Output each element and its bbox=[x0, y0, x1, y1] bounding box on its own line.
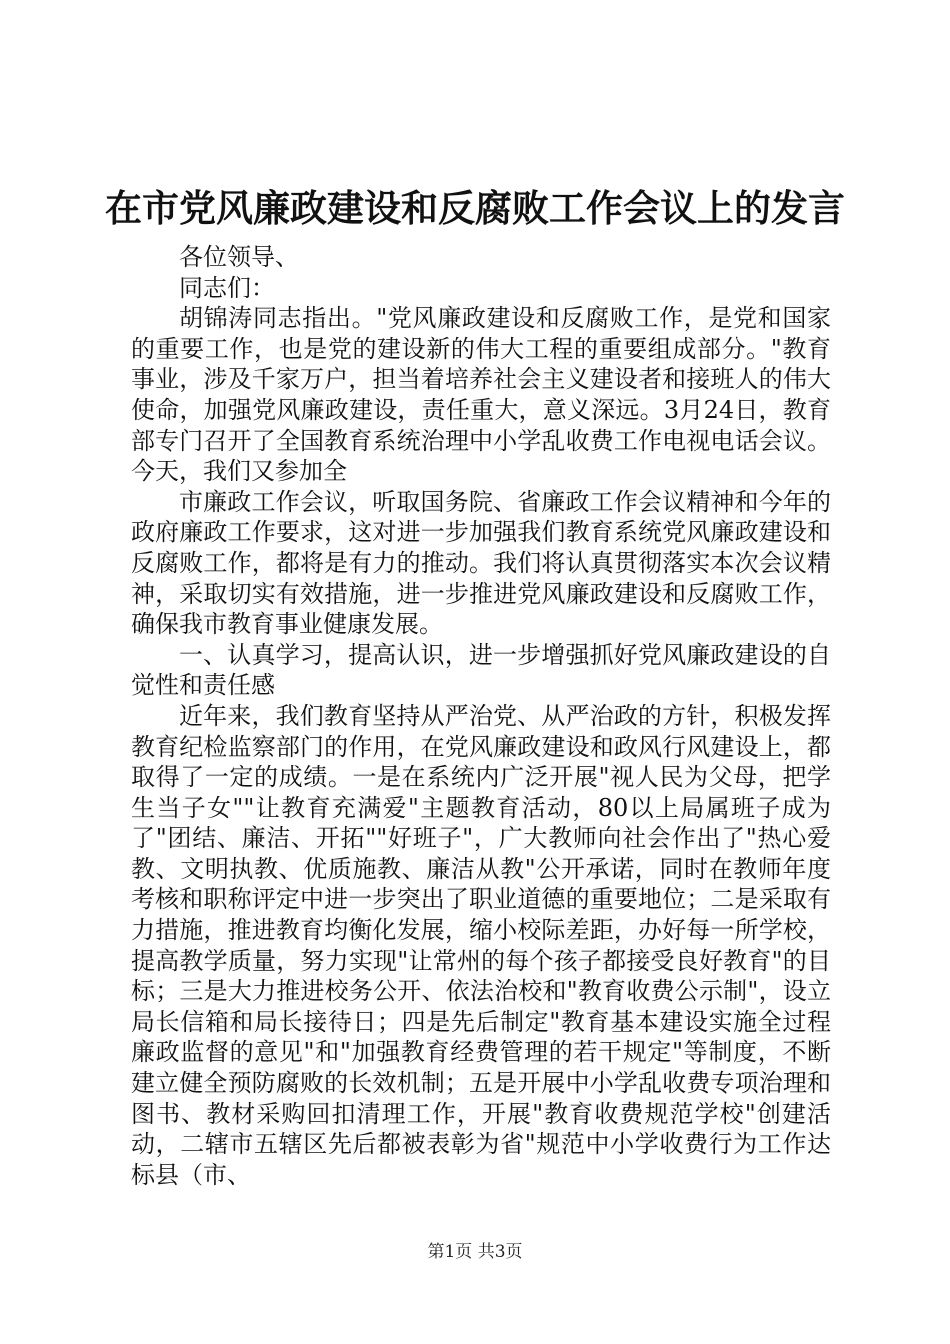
salutation-line-2: 同志们： bbox=[179, 273, 275, 302]
document-body bbox=[131, 242, 831, 1190]
section-heading-1: 一、认真学习，提高认识，进一步增强抓好党风廉政建设的自觉性和责任感 bbox=[131, 640, 831, 700]
document-title: 在市党风廉政建设和反腐败工作会议上的发言 bbox=[105, 186, 845, 230]
paragraph-achievements: 近年来，我们教育坚持从严治党、从严治政的方针，积极发挥教育纪检监察部门的作用，在党风廉政建设和政风行风建设上，都取得了一定的成绩。一是在系统内广泛开展"视人民为父母，把学生当子女""让教育充满爱"主题教育活动，80以上局属班子成为了"团结、廉洁、开拓""好班子"，广大教师向社会作出了"热心爱教、文明执教、优质施教、廉洁从教"公开承诺，同时在教师年度考核和职称评定中进一步突出了职业道德的重要地位；二是采取有力措施，推进教育均衡化发展，缩小校际差距，办好每一所学校，提高教学质量，努力实现"让常州的每个孩子都接受良好教育"的目标；三是大力推进校务公开、依法治校和"教育收费公示制"，设立局长信箱和局长接待日；四是先后制定"教育基本建设实施全过程廉政监督的意见"和"加强教育经费管理的若干规定"等制度，不断建立健全预防腐败的长效机制；五是开展中小学乱收费专项治理和图书、教材采购回扣清理工作，开展"教育收费规范学校"创建活动，二辖市五辖区先后都被表彰为省"规范中小学收费行为工作达标县（市、 bbox=[131, 701, 831, 1189]
page-number-footer: 第1页 共3页 bbox=[427, 1242, 523, 1262]
salutation-line-1: 各位领导、 bbox=[179, 243, 299, 271]
paragraph-intro: 胡锦涛同志指出。"党风廉政建设和反腐败工作，是党和国家的重要工作，也是党的建设新的伟大工程的重要组成部分。"教育事业，涉及千家万户，担当着培养社会主义建设者和接班人的伟大使命，加强党风廉政建设，责任重大，意义深远。3月24日，教育部专门召开了全国教育系统治理中小学乱收费工作电视电话会议。今天，我们又参加全 bbox=[131, 304, 831, 486]
paragraph-meeting: 市廉政工作会议，听取国务院、省廉政工作会议精神和今年的政府廉政工作要求，这对进一步加强我们教育系统党风廉政建设和反腐败工作，都将是有力的推动。我们将认真贯彻落实本次会议精神，采取切实有效措施，进一步推进党风廉政建设和反腐败工作，确保我市教育事业健康发展。 bbox=[131, 487, 831, 639]
